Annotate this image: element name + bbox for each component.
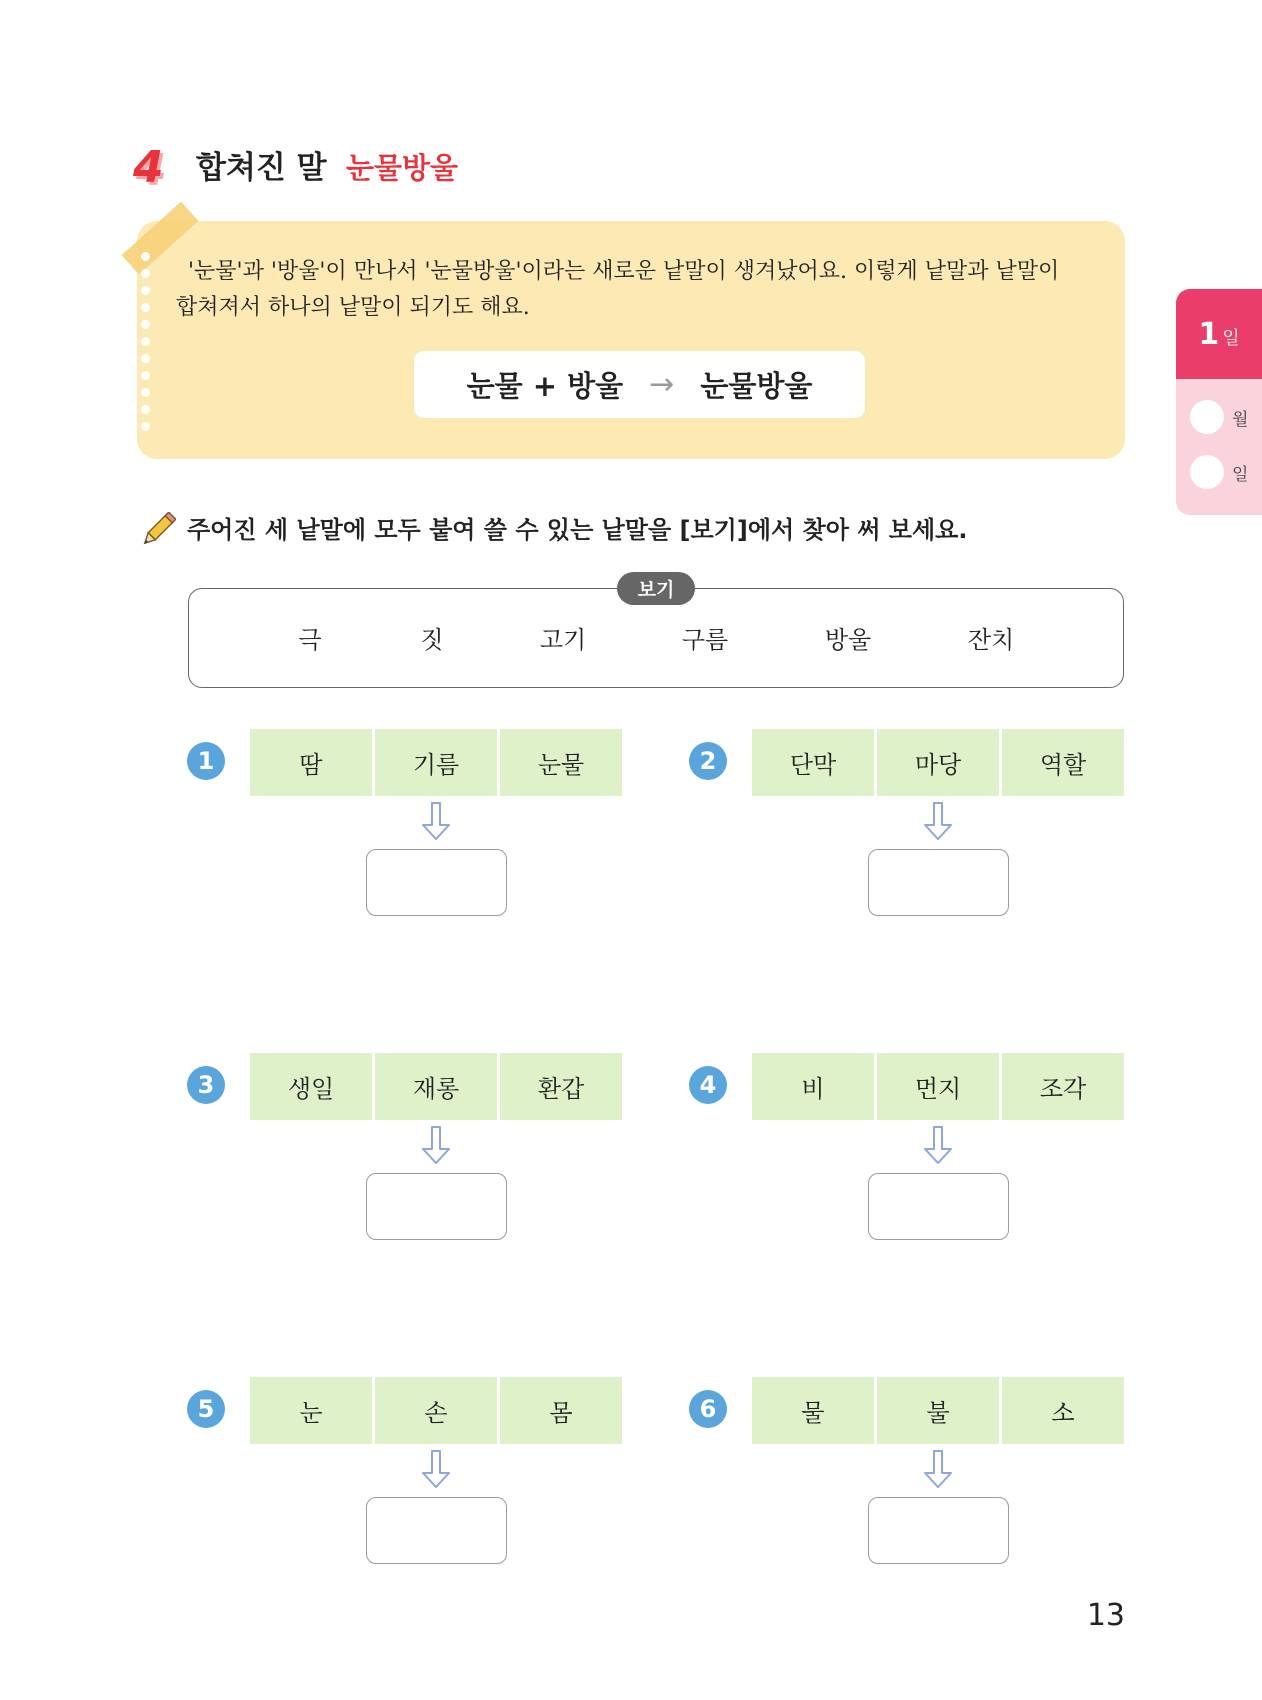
answer-box[interactable] xyxy=(366,1173,507,1240)
down-arrow-icon xyxy=(419,801,453,841)
right-arrow-icon: → xyxy=(649,367,675,402)
problem-number: 3 xyxy=(187,1066,225,1104)
problem-number: 1 xyxy=(187,742,225,780)
word-cell: 불 xyxy=(877,1377,999,1444)
word-cell: 환갑 xyxy=(500,1053,622,1120)
section-title: 합쳐진 말 xyxy=(196,150,327,186)
formula-right: 눈물방울 xyxy=(700,369,813,403)
down-arrow-icon xyxy=(921,1449,955,1489)
word-cell: 역할 xyxy=(1002,729,1124,796)
section-number: 4 xyxy=(133,142,164,193)
problem-number: 2 xyxy=(689,742,727,780)
answer-box[interactable] xyxy=(868,849,1009,916)
word-cell: 소 xyxy=(1002,1377,1124,1444)
word-cell: 눈물 xyxy=(500,729,622,796)
word-cell: 기름 xyxy=(375,729,497,796)
word-cell: 재롱 xyxy=(375,1053,497,1120)
word-cell: 비 xyxy=(752,1053,874,1120)
word-cell: 눈 xyxy=(250,1377,372,1444)
down-arrow-icon xyxy=(419,1449,453,1489)
date-input[interactable] xyxy=(1190,455,1224,489)
answer-box[interactable] xyxy=(366,849,507,916)
down-arrow-icon xyxy=(419,1125,453,1165)
bogi-word: 짓 xyxy=(420,626,444,654)
date-tab xyxy=(1176,379,1262,515)
formula-left: 눈물 + 방울 xyxy=(466,369,624,403)
page-number: 13 xyxy=(1086,1598,1125,1633)
answer-box[interactable] xyxy=(868,1173,1009,1240)
note-line-2: 합쳐져서 하나의 낱말이 되기도 해요. xyxy=(176,295,530,320)
word-cell: 단막 xyxy=(752,729,874,796)
word-cell: 물 xyxy=(752,1377,874,1444)
problem-number: 4 xyxy=(689,1066,727,1104)
bogi-word: 잔치 xyxy=(967,626,1015,654)
month-input[interactable] xyxy=(1190,400,1224,434)
word-cell: 땀 xyxy=(250,729,372,796)
bogi-word: 방울 xyxy=(824,626,872,654)
instruction-text: 주어진 세 낱말에 모두 붙여 쓸 수 있는 낱말을 [보기]에서 찾아 써 보세요. xyxy=(187,516,968,544)
bogi-word: 극 xyxy=(298,626,322,654)
section-subtitle: 눈물방울 xyxy=(346,151,459,185)
note-line-1: '눈물'과 '방울'이 만나서 '눈물방울'이라는 새로운 낱말이 생겨났어요. 이렇게 낱말과 낱말이 xyxy=(188,259,1060,284)
problem-number: 5 xyxy=(187,1390,225,1428)
word-cell: 손 xyxy=(375,1377,497,1444)
down-arrow-icon xyxy=(921,1125,955,1165)
word-cell: 몸 xyxy=(500,1377,622,1444)
date-label: 일 xyxy=(1232,464,1249,485)
bogi-label: 보기 xyxy=(617,572,695,605)
pencil-icon xyxy=(136,512,176,552)
day-unit: 일 xyxy=(1222,328,1240,349)
note-explanation xyxy=(176,254,1088,326)
answer-box[interactable] xyxy=(868,1497,1009,1564)
day-tab xyxy=(1176,289,1262,379)
word-cell: 먼지 xyxy=(877,1053,999,1120)
answer-box[interactable] xyxy=(366,1497,507,1564)
formula-box xyxy=(414,351,865,418)
bogi-word: 고기 xyxy=(539,626,587,654)
month-label: 월 xyxy=(1232,409,1249,430)
problem-number: 6 xyxy=(689,1390,727,1428)
word-cell: 조각 xyxy=(1002,1053,1124,1120)
down-arrow-icon xyxy=(921,801,955,841)
notebook-holes xyxy=(141,252,153,439)
bogi-word: 구름 xyxy=(681,626,729,654)
word-cell: 마당 xyxy=(877,729,999,796)
word-cell: 생일 xyxy=(250,1053,372,1120)
day-number: 1 xyxy=(1198,316,1220,352)
